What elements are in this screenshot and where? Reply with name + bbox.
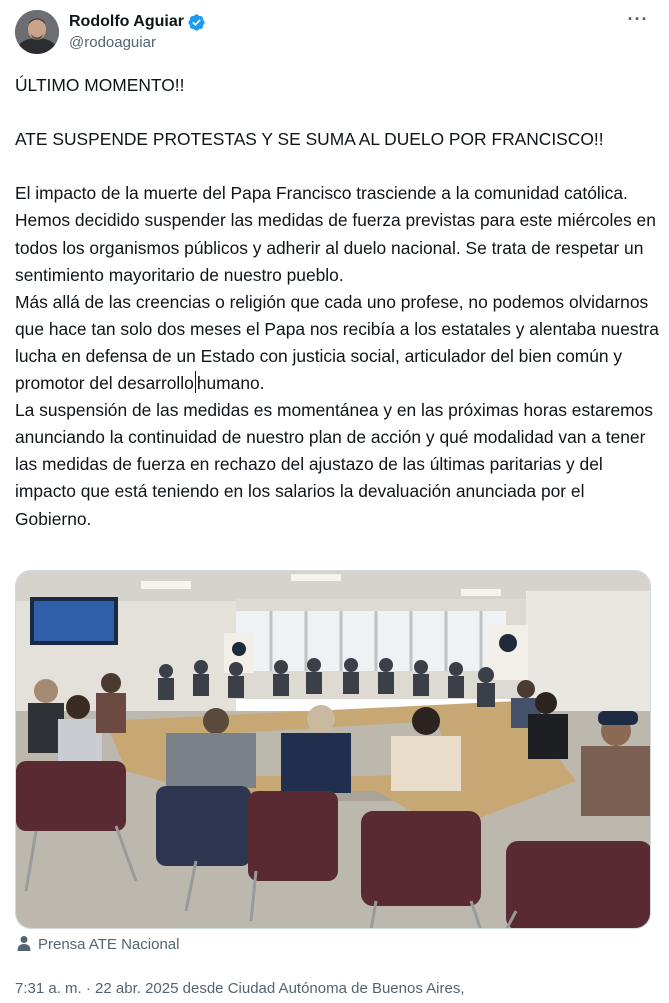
author-display-name[interactable]: Rodolfo Aguiar — [69, 13, 184, 30]
avatar-image — [15, 10, 59, 54]
tweet-text — [15, 72, 661, 533]
tweet-paragraph-3: La suspensión de las medidas es momentánea y en las próximas horas estaremos anunciando la continuidad de nuestro plan de acción y qué modalidad van a tener las medidas de fuerza en rechazo del ajustazo de las últimas paritarias y del impacto que está teniendo en los salarios la devaluación anunciada por el Gobierno. — [15, 400, 653, 529]
meta-separator: · — [85, 980, 91, 997]
tweet-photo[interactable] — [15, 570, 651, 929]
tweet-meta — [15, 978, 465, 1000]
tweet-paragraph-2-b: humano. — [196, 373, 265, 394]
text-cursor — [195, 371, 196, 393]
tweet-paragraph-2-a: Más allá de las creencias o religión que cada uno profese, no podemos olvidarnos que hace tan solo dos meses el Papa nos recibía a los estatales y alentaba nuestra lucha en defensa de un Estado con justicia social, articulador del bien común y promotor del desarrollo — [15, 291, 659, 394]
tweet-line-headline: ÚLTIMO MOMENTO!! — [15, 75, 185, 95]
verified-badge-icon — [187, 13, 206, 32]
tweet-header — [15, 10, 655, 58]
meeting-photo — [16, 571, 651, 929]
tweet-date[interactable]: 22 abr. 2025 — [95, 980, 179, 997]
photo-credit-label: Prensa ATE Nacional — [38, 936, 180, 953]
author-handle[interactable]: @rodoaguiar — [69, 34, 156, 51]
avatar[interactable] — [15, 10, 59, 54]
tweet-line-title: ATE SUSPENDE PROTESTAS Y SE SUMA AL DUELO POR FRANCISCO!! — [15, 129, 604, 150]
photo-credit[interactable] — [16, 935, 179, 955]
person-icon — [16, 935, 32, 951]
tweet-from-label: desde — [182, 980, 224, 997]
tweet-time[interactable]: 7:31 a. m. — [15, 980, 82, 997]
tweet-location[interactable]: Ciudad Autónoma de Buenos Aires, — [227, 980, 465, 997]
tweet-paragraph-1: El impacto de la muerte del Papa Francisco trasciende a la comunidad católica. Hemos decidido suspender las medidas de fuerza previstas para este miércoles en todos los organismos públicos y adherir al duelo nacional. Se trata de respetar un sentimiento mayoritario de nuestro pueblo. — [15, 183, 656, 285]
tweet-paragraph-2 — [15, 289, 661, 397]
more-options-icon[interactable]: ··· — [627, 9, 649, 29]
author-names — [69, 12, 206, 52]
